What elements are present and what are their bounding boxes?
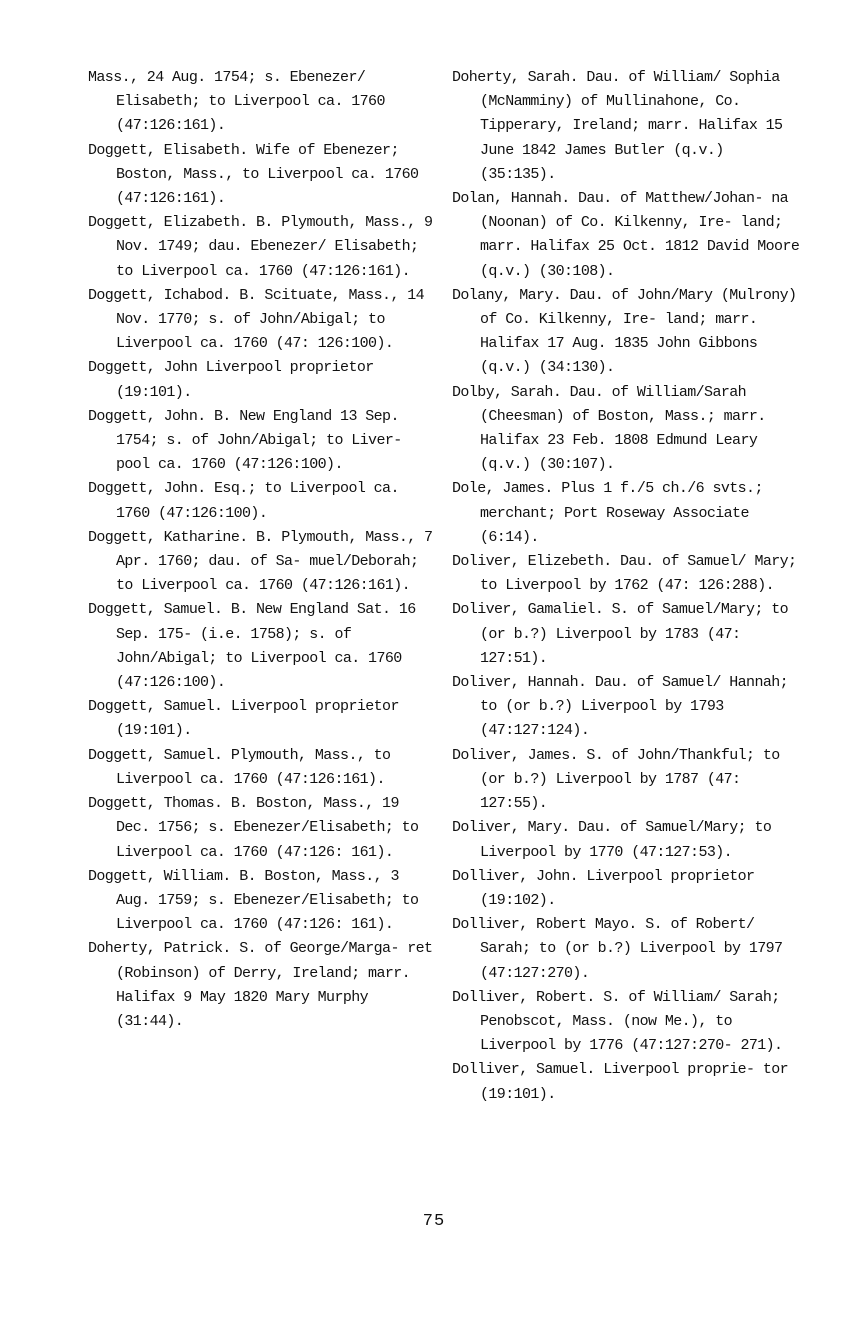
index-entry: Doherty, Patrick. S. of George/Marga- ret (Robinson) of Derry, Ireland; marr. Halifax 9 May 1820 Mary Murphy (31:44). bbox=[88, 940, 433, 1030]
index-entry: Dolliver, Samuel. Liverpool proprie- tor (19:101). bbox=[452, 1061, 789, 1103]
index-entry: Doliver, Elizebeth. Dau. of Samuel/ Mary; to Liverpool by 1762 (47: 126:288). bbox=[452, 553, 797, 595]
index-entry: Doliver, Gamaliel. S. of Samuel/Mary; to (or b.?) Liverpool by 1783 (47: 127:51). bbox=[452, 601, 789, 667]
index-entry: Dolan, Hannah. Dau. of Matthew/Johan- na (Noonan) of Co. Kilkenny, Ire- land; marr. Halifax 25 Oct. 1812 David Moore (q.v.) (30:108). bbox=[452, 190, 800, 280]
index-entry: Doggett, Katharine. B. Plymouth, Mass., 7 Apr. 1760; dau. of Sa- muel/Deborah; to Liverpool ca. 1760 (47:126:161). bbox=[88, 528, 433, 595]
index-entry: Mass., 24 Aug. 1754; s. Ebenezer/ Elisabeth; to Liverpool ca. 1760 (47:126:161). bbox=[88, 69, 385, 135]
index-entry: Dole, James. Plus 1 f./5 ch./6 svts.; merchant; Port Roseway Associate (6:14). bbox=[452, 480, 763, 546]
index-entry: Doggett, Ichabod. B. Scituate, Mass., 14 Nov. 1770; s. of John/Abigal; to Liverpool ca. 1760 (47: 126:100). bbox=[88, 286, 425, 353]
page-number: 75 bbox=[422, 1212, 446, 1231]
index-entry: Doherty, Sarah. Dau. of William/ Sophia (McNamminy) of Mullinahone, Co. Tipperary, Ireland; marr. Halifax 15 June 1842 James Butler (q.v.) (35:135). bbox=[452, 69, 783, 183]
index-entry: Doggett, Samuel. Liverpool proprietor (19:101). bbox=[88, 698, 399, 740]
index-entry: Doggett, Samuel. Plymouth, Mass., to Liverpool ca. 1760 (47:126:161). bbox=[88, 746, 391, 788]
index-entry: Dolany, Mary. Dau. of John/Mary (Mulrony) of Co. Kilkenny, Ire- land; marr. Halifax 17 Aug. 1835 John Gibbons (q.v.) (34:130). bbox=[452, 286, 797, 377]
index-entry: Dolby, Sarah. Dau. of William/Sarah (Cheesman) of Boston, Mass.; marr. Halifax 23 Feb. 1808 Edmund Leary (q.v.) (30:107). bbox=[452, 383, 766, 474]
index-entry: Dolliver, Robert. S. of William/ Sarah; Penobscot, Mass. (now Me.), to Liverpool by 1776 (47:127:270- 271). bbox=[452, 988, 783, 1055]
index-entry: Dolliver, John. Liverpool proprietor (19:102). bbox=[452, 867, 755, 909]
index-entry: Doliver, Hannah. Dau. of Samuel/ Hannah; to (or b.?) Liverpool by 1793 (47:127:124). bbox=[452, 674, 789, 740]
index-entry: Doggett, Elizabeth. B. Plymouth, Mass., 9 Nov. 1749; dau. Ebenezer/ Elisabeth; to Liverpool ca. 1760 (47:126:161). bbox=[88, 214, 433, 280]
index-entry: Doggett, John. B. New England 13 Sep. 1754; s. of John/Abigal; to Liver- pool ca. 1760 (47:126:100). bbox=[88, 407, 402, 474]
right-column bbox=[452, 66, 804, 1107]
index-entry: Doggett, Samuel. B. New England Sat. 16 Sep. 175- (i.e. 1758); s. of John/Abigal; to Liverpool ca. 1760 (47:126:100). bbox=[88, 601, 416, 692]
index-entry: Doggett, Thomas. B. Boston, Mass., 19 Dec. 1756; s. Ebenezer/Elisabeth; to Liverpool ca. 1760 (47:126: 161). bbox=[88, 795, 419, 861]
index-entry: Doggett, John Liverpool proprietor (19:101). bbox=[88, 359, 374, 401]
index-entry: Doggett, John. Esq.; to Liverpool ca. 1760 (47:126:100). bbox=[88, 480, 399, 522]
left-column bbox=[88, 66, 440, 1034]
index-entry: Doggett, William. B. Boston, Mass., 3 Aug. 1759; s. Ebenezer/Elisabeth; to Liverpool ca. 1760 (47:126: 161). bbox=[88, 867, 419, 934]
index-entry: Dolliver, Robert Mayo. S. of Robert/ Sarah; to (or b.?) Liverpool by 1797 (47:127:270). bbox=[452, 916, 783, 982]
index-entry: Doggett, Elisabeth. Wife of Ebenezer; Boston, Mass., to Liverpool ca. 1760 (47:126:161). bbox=[88, 141, 419, 208]
index-entry: Doliver, James. S. of John/Thankful; to (or b.?) Liverpool by 1787 (47: 127:55). bbox=[452, 746, 780, 813]
index-entry: Doliver, Mary. Dau. of Samuel/Mary; to Liverpool by 1770 (47:127:53). bbox=[452, 819, 772, 861]
